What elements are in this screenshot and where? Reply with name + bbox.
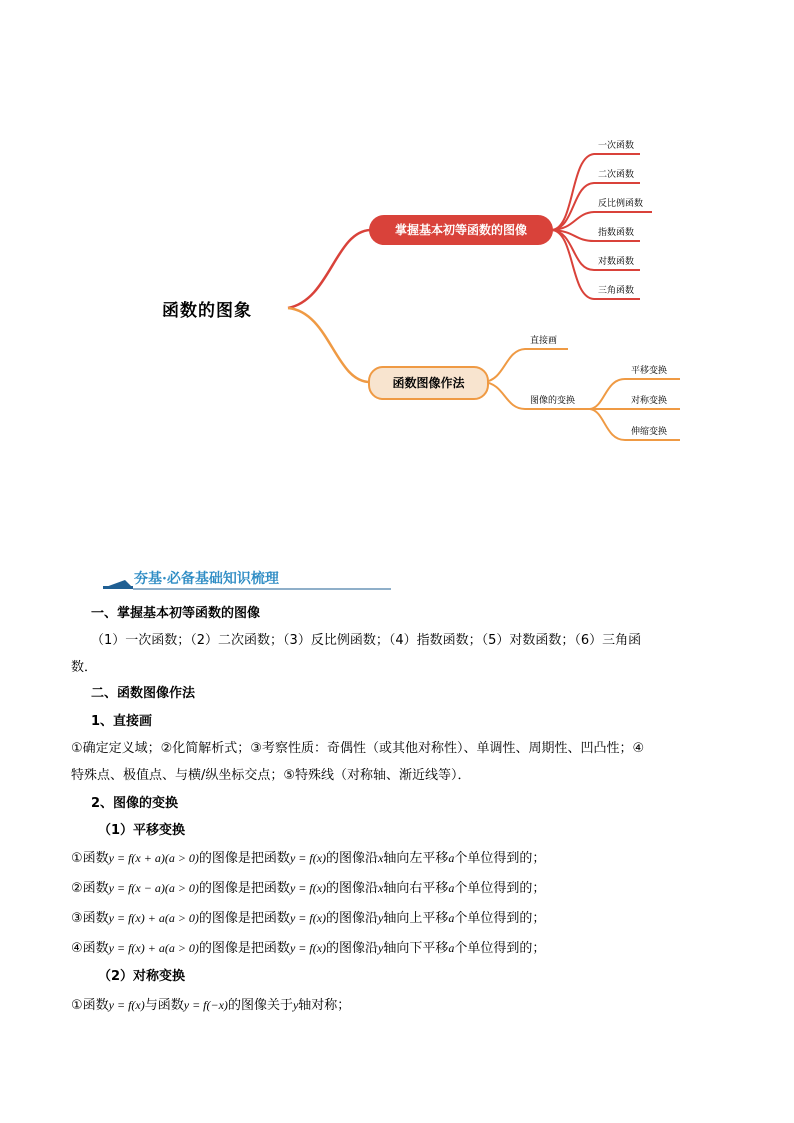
child-transform: 图像的变换 <box>530 396 576 406</box>
connector-root-branch1 <box>288 230 370 308</box>
translation-rule-2: ②函数y = f(x − a)(a > 0)的图像是把函数y = f(x)的图像沿x轴向右平移a个单位得到的； <box>71 881 546 896</box>
mindmap-root: 函数的图象 <box>162 301 252 321</box>
translation-rule-3: ③函数y = f(x) + a(a > 0)的图像是把函数y = f(x)的图像沿y轴向上平移a个单位得到的； <box>71 911 546 926</box>
branch-basic-functions: 掌握基本初等函数的图像 <box>369 215 553 245</box>
leaf-logarithmic: 对数函数 <box>598 257 635 267</box>
symmetry-rule-1: ①函数y = f(x)与函数y = f(−x)的图像关于y轴对称； <box>71 998 351 1013</box>
mind-map <box>0 0 794 470</box>
leaf-linear: 一次函数 <box>598 141 635 151</box>
leaf-symmetry: 对称变换 <box>631 396 668 406</box>
paragraph-function-list-line2: 数． <box>71 660 98 675</box>
paragraph-steps-line2: 特殊点、极值点、与横/纵坐标交点；⑤特殊线（对称轴、渐近线等）． <box>71 768 471 783</box>
leaf-exponential: 指数函数 <box>598 228 635 238</box>
leaf-trigonometric: 三角函数 <box>598 286 635 296</box>
child-direct-draw: 直接画 <box>530 336 558 346</box>
subheading-symmetry: （2）对称变换 <box>98 969 186 984</box>
leaf-quadratic: 二次函数 <box>598 170 635 180</box>
branch-graph-methods: 函数图像作法 <box>368 366 489 400</box>
section-title: 夯基·必备基础知识梳理 <box>134 571 279 587</box>
heading-graph-methods: 二、函数图像作法 <box>91 686 196 701</box>
paragraph-steps-line1: ①确定定义域；②化简解析式；③考察性质：奇偶性（或其他对称性）、单调性、周期性、凹凸性；④ <box>71 741 645 756</box>
subheading-translation: （1）平移变换 <box>98 823 186 838</box>
translation-rule-1: ①函数y = f(x + a)(a > 0)的图像是把函数y = f(x)的图像沿x轴向左平移a个单位得到的； <box>71 851 546 866</box>
leaf-scaling: 伸缩变换 <box>631 427 668 437</box>
leaf-inverse: 反比例函数 <box>598 199 644 209</box>
subheading-direct-draw: 1、直接画 <box>91 714 153 729</box>
leaf-translation: 平移变换 <box>631 366 668 376</box>
heading-basic-functions: 一、掌握基本初等函数的图像 <box>91 606 261 621</box>
subheading-transform: 2、图像的变换 <box>91 796 179 811</box>
paragraph-function-list-line1: （1）一次函数；（2）二次函数；（3）反比例函数；（4）指数函数；（5）对数函数；（6）三角函 <box>91 633 642 648</box>
connector-root-branch2 <box>288 308 370 382</box>
translation-rule-4: ④函数y = f(x) + a(a > 0)的图像是把函数y = f(x)的图像沿y轴向下平移a个单位得到的； <box>71 941 546 956</box>
